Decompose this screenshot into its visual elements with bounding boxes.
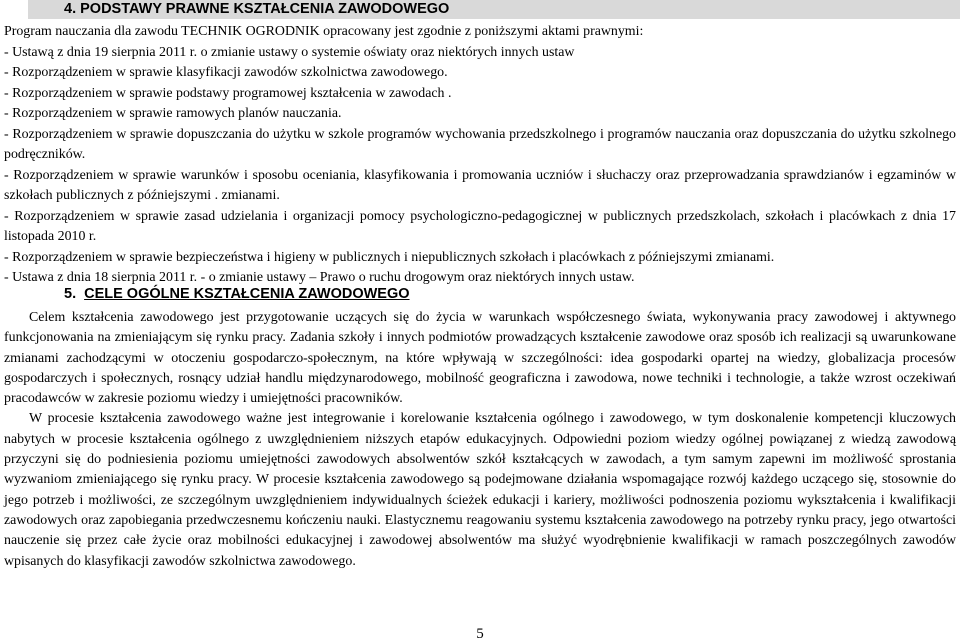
legal-intro: Program nauczania dla zawodu TECHNIK OGRODNIK opracowany jest zgodnie z poniższymi aktami prawnymi: (4, 24, 644, 39)
section-4-heading (28, 0, 960, 19)
legal-item: - Rozporządzeniem w sprawie dopuszczania do użytku w szkole programów wychowania przedszkolnego i programów nauczania oraz dopuszczania do użytku szkolnego podręczników. (4, 126, 956, 162)
body-paragraph: Celem kształcenia zawodowego jest przygotowanie uczących się do życia w warunkach współczesnego świata, wykonywania pracy zawodowej i aktywnego funkcjonowania na zmieniającym się rynku pracy. Zadania szkoły i innych podmiotów prowadzących kształcenie zawodowe oraz sposób ich realizacji są uwarunkowane zmianami zachodzącymi w otoczeniu gospodarczo-społecznym, na które wpływają w szczególności: idea gospodarki opartej na wiedzy, globalizacja procesów gospodarczych i społecznych, rosnący udział handlu międzynarodowego, mobilność geograficzna i zawodowa, nowe techniki i technologie, a także wzrost oczekiwań pracodawców w zakresie poziomu wiedzy i umiejętności pracowników. (4, 310, 956, 407)
section-5-heading (64, 284, 410, 304)
legal-item: - Ustawą z dnia 19 sierpnia 2011 r. o zmianie ustawy o systemie oświaty oraz niektórych innych ustaw (4, 44, 575, 60)
legal-item: - Rozporządzeniem w sprawie zasad udzielania i organizacji pomocy psychologiczno-pedagogicznej w publicznych przedszkolach, szkołach i placówkach z dnia 17 listopada 2010 r. (4, 208, 956, 244)
section-5-title: CELE OGÓLNE KSZTAŁCENIA ZAWODOWEGO (84, 286, 410, 302)
section-5-body (4, 308, 956, 572)
legal-basis-list (4, 22, 956, 289)
section-4-number: 4. (64, 1, 77, 17)
legal-item: - Rozporządzeniem w sprawie podstawy programowej kształcenia w zawodach . (4, 85, 452, 101)
section-4-title: PODSTAWY PRAWNE KSZTAŁCENIA ZAWODOWEGO (80, 1, 450, 17)
legal-item: - Rozporządzeniem w sprawie ramowych planów nauczania. (4, 106, 342, 121)
page-number: 5 (476, 626, 484, 642)
legal-item: - Rozporządzeniem w sprawie warunków i sposobu oceniania, klasyfikowania i promowania uczniów i słuchaczy oraz przeprowadzania sprawdzianów i egzaminów w szkołach publicznych z późniejszymi . zmianami. (4, 167, 956, 203)
section-5-number: 5. (64, 286, 77, 302)
legal-item: - Rozporządzeniem w sprawie bezpieczeństwa i higieny w publicznych i niepublicznych szkołach i placówkach z późniejszymi zmianami. (4, 249, 775, 265)
body-paragraph: W procesie kształcenia zawodowego ważne jest integrowanie i korelowanie kształcenia ogólnego i zawodowego, w tym doskonalenie kompetencji kluczowych nabytych w procesie kształcenia ogólnego z uwzględnieniem niższych etapów edukacyjnych. Odpowiedni poziom wiedzy ogólnej powiązanej z wiedzą zawodową przyczyni się do podniesienia poziomu umiejętności zawodowych absolwentów szkół kształcących w zawodach, a tym samym zapewni im możliwość sprostania wyzwaniom zmieniającego się rynku pracy. W procesie kształcenia zawodowego są podejmowane działania wspomagające rozwój każdego uczącego się, stosownie do jego potrzeb i możliwości, ze szczególnym uwzględnieniem indywidualnych ścieżek edukacji i kariery, możliwości podnoszenia poziomu wykształcenia i kwalifikacji zawodowych oraz zapobiegania przedwczesnemu kończeniu nauki. Elastycznemu reagowaniu systemu kształcenia zawodowego na potrzeby rynku pracy, jego otwartości nauczenie się przez całe życie oraz mobilności edukacyjnej i zawodowej absolwentów ma służyć wyodrębnienie kwalifikacji w ramach poszczególnych zawodów wpisanych do klasyfikacji zawodów szkolnictwa zawodowego. (4, 411, 956, 569)
legal-item: - Rozporządzeniem w sprawie klasyfikacji zawodów szkolnictwa zawodowego. (4, 65, 448, 80)
legal-item: - Ustawa z dnia 18 sierpnia 2011 r. - o zmianie ustawy – Prawo o ruchu drogowym oraz niektórych innych ustaw. (4, 270, 635, 285)
